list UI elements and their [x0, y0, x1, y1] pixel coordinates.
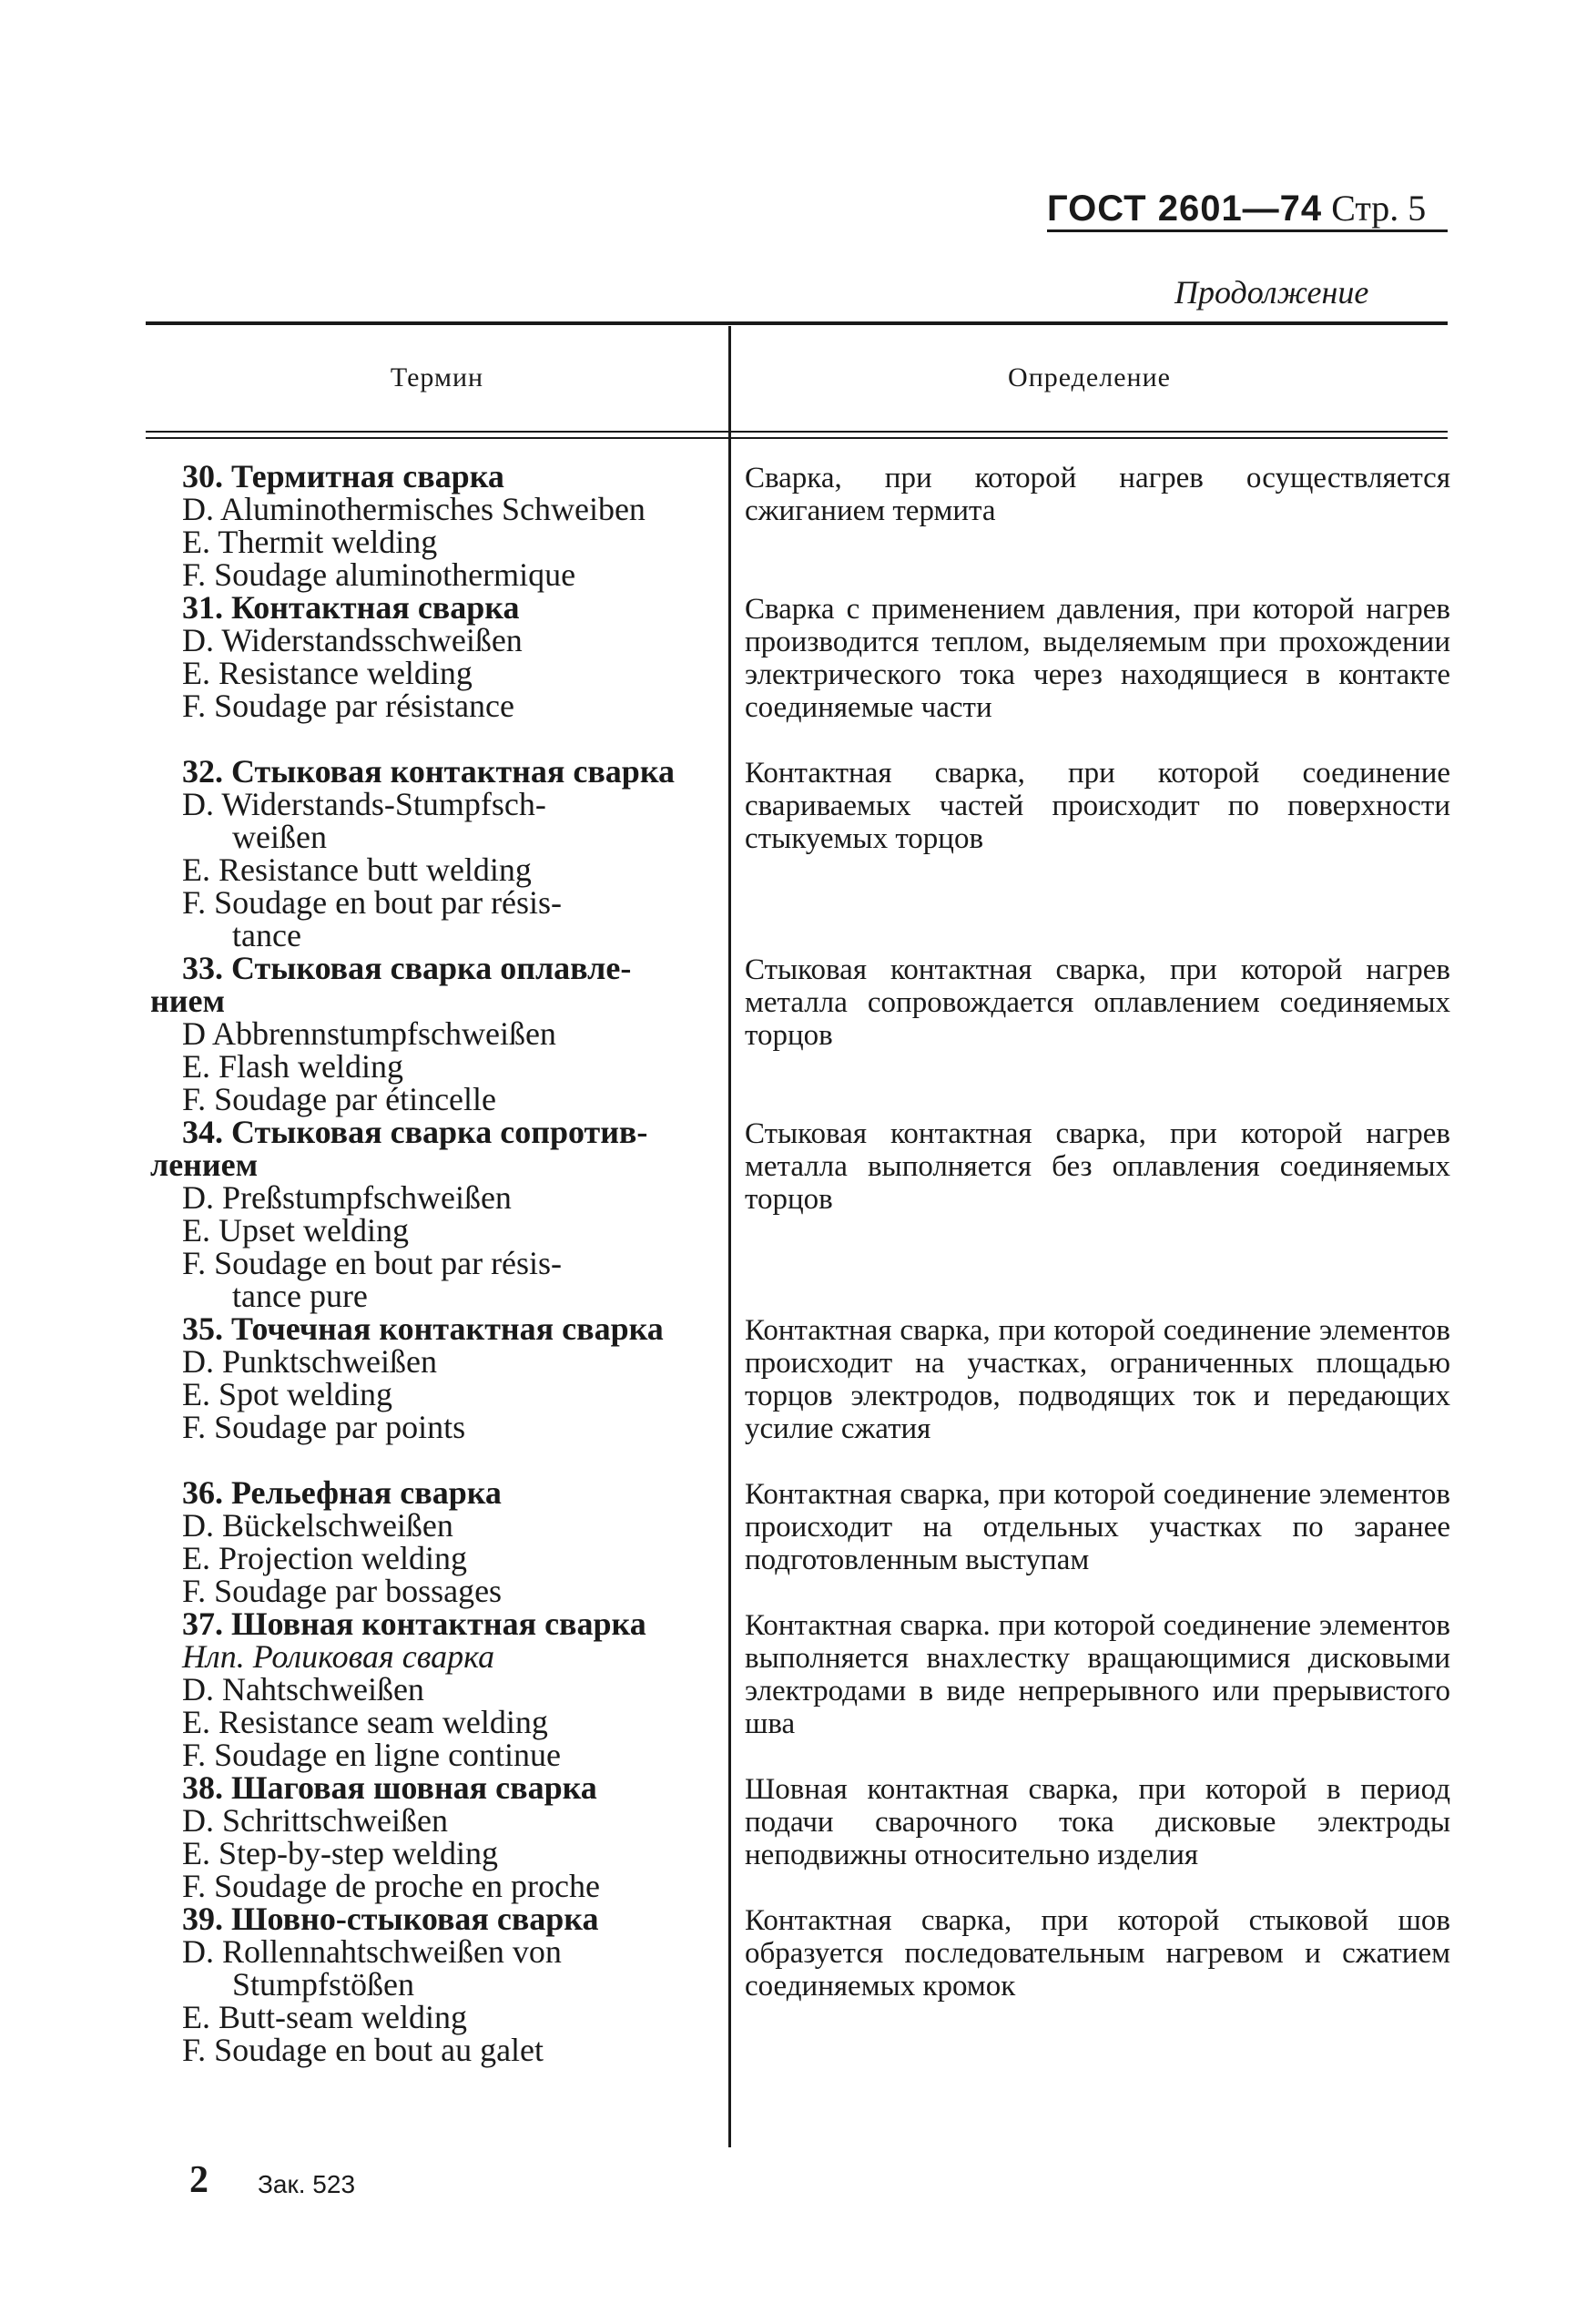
column-header-definition: Определение: [1008, 362, 1171, 392]
term-fr: F. Soudage par étincelle: [182, 1081, 497, 1117]
term-fr: F. Soudage aluminothermique: [182, 556, 576, 593]
term-fr: F. Soudage en bout au galet: [182, 2032, 544, 2068]
term-en: E. Resistance butt welding: [182, 851, 532, 888]
definition-35: Контактная сварка, при которой соединение элементов происходит на участках, ограниченных площадью торцов электродов, подводящих ток и передающих усилие сжатия: [745, 1314, 1450, 1445]
continuation-label: Продолжение: [1174, 274, 1369, 311]
term-ru: Контактная сварка: [231, 589, 520, 626]
term-fr: F. Soudage de proche en proche: [182, 1868, 600, 1904]
term-ru: Шаговая шовная сварка: [231, 1769, 597, 1806]
term-en: E. Thermit welding: [182, 524, 438, 560]
term-fr: F. Soudage en bout par résis-: [182, 884, 563, 921]
term-fr-continued: tance pure: [232, 1278, 368, 1314]
entry-number: 33.: [182, 950, 223, 986]
entry-number: 37.: [182, 1605, 223, 1642]
term-entry-31: [182, 591, 715, 722]
definition-33: Стыковая контактная сварка, при которой нагрев металла сопровождается оплавлением соединяемых торцов: [745, 953, 1450, 1052]
term-entry-30: [182, 460, 715, 591]
term-fr: F. Soudage par points: [182, 1409, 466, 1445]
entry-number: 38.: [182, 1769, 223, 1806]
term-ru: Рельефная сварка: [231, 1474, 502, 1511]
term-fr: F. Soudage par bossages: [182, 1573, 503, 1609]
term-en: E. Step-by-step welding: [182, 1835, 498, 1871]
footer-order-number: Зак. 523: [258, 2170, 356, 2198]
definition-36: Контактная сварка, при которой соединение элементов происходит на отдельных участках по заранее подготовленным выступам: [745, 1478, 1450, 1576]
term-ru: Стыковая сварка оплавле-: [231, 950, 632, 986]
gost-code: ГОСТ 2601—74: [1047, 189, 1323, 229]
term-synonym: Нлп. Роликовая сварка: [182, 1638, 495, 1675]
term-entry-35: [182, 1312, 715, 1443]
definition-34: Стыковая контактная сварка, при которой нагрев металла выполняется без оплавления соединяемых торцов: [745, 1117, 1450, 1216]
term-entry-33: [150, 950, 715, 1117]
term-fr: F. Soudage par résistance: [182, 688, 515, 724]
term-ru-continued: лением: [150, 1147, 259, 1183]
term-de: D. Widerstands-Stumpfsch-: [182, 786, 546, 822]
definition-32: Контактная сварка, при которой соединение свариваемых частей происходит по поверхности стыкуемых торцов: [745, 757, 1450, 855]
column-divider: [728, 326, 731, 2147]
term-en: E. Upset welding: [182, 1212, 409, 1249]
term-fr: F. Soudage en bout par résis-: [182, 1245, 563, 1281]
term-entry-32: [182, 755, 715, 952]
footer-page-number: 2: [189, 2159, 208, 2201]
entry-number: 34.: [182, 1114, 223, 1150]
term-de: D. Widerstandsschweißen: [182, 622, 523, 658]
definition-38: Шовная контактная сварка, при которой в период подачи сварочного тока дисковые электроды неподвижны относительно изделия: [745, 1773, 1450, 1871]
term-ru: Точечная контактная сварка: [231, 1310, 664, 1347]
table-top-rule: [146, 321, 1448, 325]
column-header-terms: Термин: [390, 362, 484, 392]
term-ru: Шовная контактная сварка: [231, 1605, 646, 1642]
page-label: Стр. 5: [1331, 188, 1427, 229]
term-ru: Термитная сварка: [231, 458, 504, 494]
definition-30: Сварка, при которой нагрев осуществляется сжиганием термита: [745, 462, 1450, 527]
term-en: E. Flash welding: [182, 1048, 403, 1085]
term-entry-37: [182, 1607, 715, 1771]
term-en: E. Resistance seam welding: [182, 1704, 548, 1740]
term-en: E. Spot welding: [182, 1376, 392, 1412]
definition-31: Сварка с применением давления, при которой нагрев производится теплом, выделяемым при прохождении электрического тока через находящиеся в контакте соединяемые части: [745, 593, 1450, 724]
term-ru: Шовно-стыковая сварка: [231, 1901, 599, 1937]
entry-number: 39.: [182, 1901, 223, 1937]
term-de-continued: weißen: [232, 819, 327, 855]
term-entry-38: [182, 1771, 715, 1902]
definition-37: Контактная сварка. при которой соединение элементов выполняется внахлестку вращающимися дисковыми электродами в виде непрерывного или прерывистого шва: [745, 1609, 1450, 1740]
term-fr-continued: tance: [232, 917, 301, 953]
term-de: D. Aluminothermisches Schweiben: [182, 491, 646, 527]
term-entry-36: [182, 1476, 715, 1607]
term-ru-continued: нием: [150, 983, 225, 1019]
term-de: D. Nahtschweißen: [182, 1671, 424, 1707]
term-entry-39: [182, 1902, 715, 2066]
term-de: D. Preßstumpfschweißen: [182, 1179, 512, 1216]
term-ru: Стыковая сварка сопротив-: [231, 1114, 648, 1150]
term-de: D. Rollennahtschweißen von: [182, 1933, 562, 1970]
term-fr: F. Soudage en ligne continue: [182, 1737, 562, 1773]
term-de: D. Schrittschweißen: [182, 1802, 448, 1839]
definition-39: Контактная сварка, при которой стыковой шов образуется последовательным нагревом и сжатием соединяемых кромок: [745, 1904, 1450, 2003]
entry-number: 35.: [182, 1310, 223, 1347]
term-de: D Abbrennstumpfschweißen: [182, 1015, 556, 1052]
header-rule: [1047, 229, 1448, 232]
term-en: E. Butt-seam welding: [182, 1999, 467, 2035]
header-double-rule-bottom: [146, 437, 1448, 439]
term-de: D. Bückelschweißen: [182, 1507, 453, 1544]
entry-number: 32.: [182, 753, 223, 790]
term-en: E. Resistance welding: [182, 655, 473, 691]
term-de: D. Punktschweißen: [182, 1343, 437, 1380]
term-de-continued: Stumpfstößen: [232, 1966, 415, 2003]
entry-number: 30.: [182, 458, 223, 494]
header-double-rule-top: [146, 431, 1448, 433]
entry-number: 31.: [182, 589, 223, 626]
entry-number: 36.: [182, 1474, 223, 1511]
term-ru: Стыковая контактная сварка: [231, 753, 676, 790]
term-en: E. Projection welding: [182, 1540, 467, 1576]
document-header: [1047, 187, 1426, 229]
term-entry-34: [150, 1114, 715, 1314]
